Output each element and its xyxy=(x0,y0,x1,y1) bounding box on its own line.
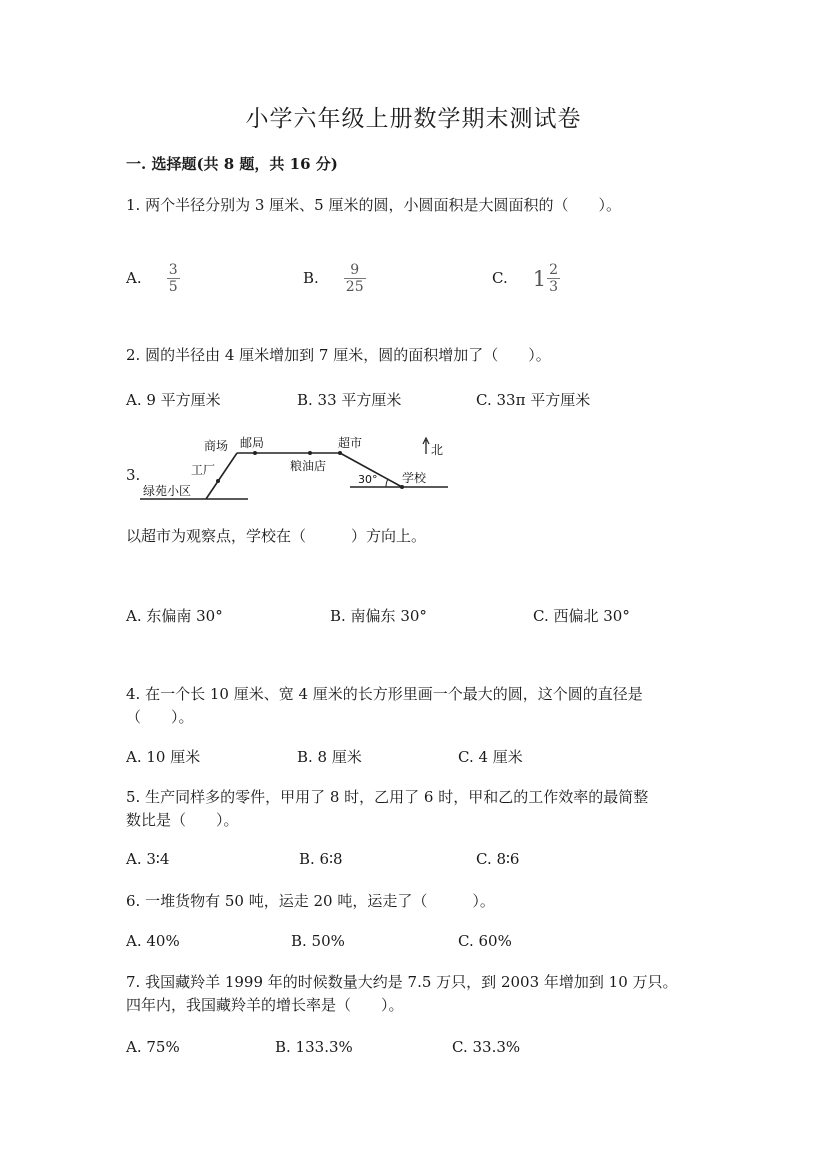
question-2-option-a: A. 9 平方厘米 xyxy=(126,391,221,409)
question-6-option-c: C. 60% xyxy=(458,932,512,950)
question-7-option-c: C. 33.3% xyxy=(452,1038,521,1056)
label-post-office: 邮局 xyxy=(240,436,265,450)
mixed-number: 1 $\frac{2}{3}$ xyxy=(532,262,559,295)
label-factory: 工厂 xyxy=(191,463,216,477)
question-3-number: 3. xyxy=(126,466,141,484)
question-7-line-2: 四年内，我国藏羚羊的增长率是（ ）。 xyxy=(126,996,404,1014)
question-7-line-1: 7. 我国藏羚羊 1999 年的时候数量大约是 7.5 万只，到 2003 年增加到 10 万只。 xyxy=(126,973,678,991)
question-1-option-b: B. $\frac{9}{25}$ xyxy=(303,262,364,295)
question-1-option-a: A. $\frac{3}{5}$ xyxy=(126,262,178,295)
question-2-option-b: B. 33 平方厘米 xyxy=(297,391,402,409)
fraction: $\frac{9}{25}$ xyxy=(345,262,364,295)
question-4-option-b: B. 8 厘米 xyxy=(297,748,362,766)
question-4-option-c: C. 4 厘米 xyxy=(458,748,523,766)
dot-grain-store xyxy=(308,451,312,455)
question-5-option-c: C. 8∶6 xyxy=(476,850,520,868)
section-heading: 一. 选择题(共 8 题，共 16 分) xyxy=(126,155,338,173)
question-4-line-2: （ ）。 xyxy=(126,708,194,726)
question-2-option-c: C. 33π 平方厘米 xyxy=(476,391,591,409)
question-2-text: 2. 圆的半径由 4 厘米增加到 7 厘米，圆的面积增加了（ ）。 xyxy=(126,346,551,364)
question-5-line-1: 5. 生产同样多的零件，甲用了 8 时，乙用了 6 时，甲和乙的工作效率的最简整 xyxy=(126,788,649,806)
label-residential: 绿苑小区 xyxy=(143,484,192,498)
question-3-option-a: A. 东偏南 30° xyxy=(126,607,223,625)
question-3-option-c: C. 西偏北 30° xyxy=(533,607,630,625)
question-6-option-a: A. 40% xyxy=(126,932,180,950)
label-grain-store: 粮油店 xyxy=(290,459,327,473)
angle-arc-icon xyxy=(386,479,388,487)
fraction: $\frac{3}{5}$ xyxy=(168,262,178,295)
label-north: 北 xyxy=(431,443,444,457)
question-5-line-2: 数比是（ ）。 xyxy=(126,811,239,829)
question-5-option-a: A. 3∶4 xyxy=(126,850,170,868)
label-mall: 商场 xyxy=(204,439,229,453)
dot-school xyxy=(400,485,404,489)
question-4-line-1: 4. 在一个长 10 厘米、宽 4 厘米的长方形里画一个最大的圆，这个圆的直径是 xyxy=(126,685,643,703)
question-6-option-b: B. 50% xyxy=(291,932,345,950)
question-6-text: 6. 一堆货物有 50 吨，运走 20 吨，运走了（ ）。 xyxy=(126,892,495,910)
dot-factory xyxy=(216,479,220,483)
route-map-diagram xyxy=(140,432,460,502)
page-title: 小学六年级上册数学期末测试卷 xyxy=(245,106,582,132)
question-7-option-a: A. 75% xyxy=(126,1038,180,1056)
question-3-option-b: B. 南偏东 30° xyxy=(330,607,427,625)
question-5-option-b: B. 6∶8 xyxy=(299,850,343,868)
question-1-text: 1. 两个半径分别为 3 厘米、5 厘米的圆，小圆面积是大圆面积的（ ）。 xyxy=(126,196,621,214)
dot-supermarket xyxy=(338,451,342,455)
question-4-option-a: A. 10 厘米 xyxy=(126,748,201,766)
label-school: 学校 xyxy=(402,471,427,485)
dot-post-office xyxy=(253,451,257,455)
question-3-text: 以超市为观察点，学校在（ ）方向上。 xyxy=(126,527,427,545)
label-angle: 30° xyxy=(358,473,378,486)
question-1-option-c: C. 1 $\frac{2}{3}$ xyxy=(492,262,559,295)
question-7-option-b: B. 133.3% xyxy=(275,1038,353,1056)
label-supermarket: 超市 xyxy=(338,436,363,450)
